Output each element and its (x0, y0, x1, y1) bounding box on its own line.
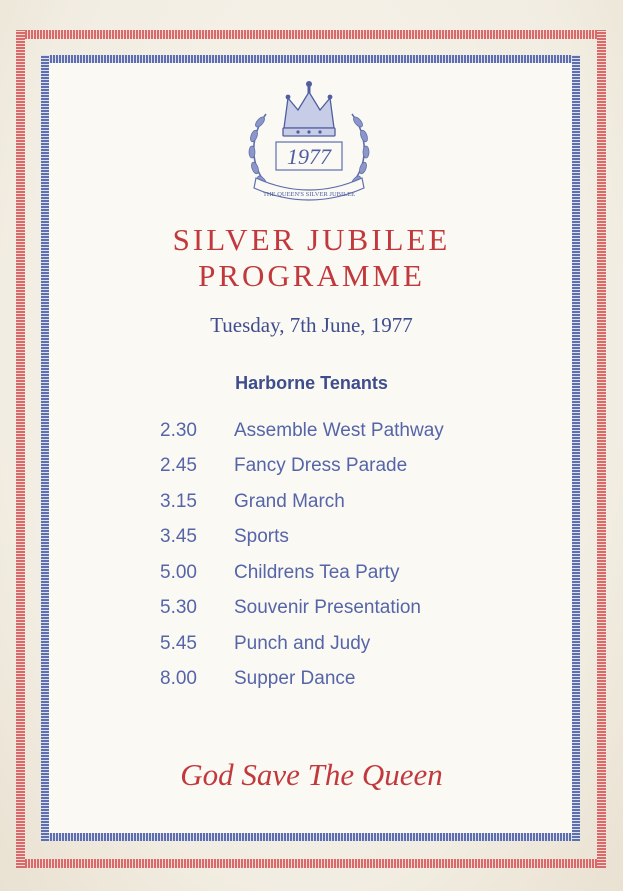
schedule-time: 2.45 (160, 455, 197, 477)
schedule-event: Supper Dance (234, 668, 356, 690)
schedule-item (160, 591, 520, 627)
schedule-event: Punch and Judy (234, 632, 371, 654)
schedule-time: 3.15 (160, 490, 197, 512)
schedule-time: 3.45 (160, 526, 197, 548)
schedule-time: 5.00 (160, 561, 197, 583)
closing-motto: God Save The Queen (180, 757, 443, 792)
schedule-event: Grand March (234, 490, 345, 512)
schedule-item (160, 484, 520, 520)
schedule-time: 5.30 (160, 597, 197, 619)
schedule-item (160, 662, 520, 698)
red-border-top (16, 30, 606, 39)
schedule-item (160, 520, 520, 556)
schedule-event: Childrens Tea Party (234, 561, 400, 583)
schedule-time: 5.45 (160, 632, 197, 654)
schedule-item (160, 626, 520, 662)
red-border-left (16, 30, 25, 868)
organisation-name: Harborne Tenants (235, 373, 388, 393)
schedule-event: Assemble West Pathway (234, 419, 444, 441)
blue-border-top (41, 55, 580, 63)
jubilee-crown-emblem (236, 74, 382, 210)
event-date: Tuesday, 7th June, 1977 (210, 313, 413, 337)
red-border-right (597, 30, 606, 868)
schedule-time: 2.30 (160, 419, 197, 441)
blue-border-right (572, 55, 580, 841)
schedule-item (160, 413, 520, 449)
schedule-event: Fancy Dress Parade (234, 455, 408, 477)
schedule-event: Sports (234, 526, 289, 548)
emblem-year: 1977 (287, 144, 331, 169)
schedule-time: 8.00 (160, 668, 197, 690)
programme-title-line2: PROGRAMME (198, 258, 425, 293)
schedule-list (160, 413, 520, 697)
schedule-item (160, 449, 520, 485)
blue-border-left (41, 55, 49, 841)
schedule-event: Souvenir Presentation (234, 597, 421, 619)
schedule-item (160, 555, 520, 591)
blue-border-bottom (41, 833, 580, 841)
programme-title-line1: SILVER JUBILEE (172, 222, 451, 257)
emblem-ribbon-text: THE QUEEN'S SILVER JUBILEE (262, 191, 356, 198)
red-border-bottom (16, 859, 606, 868)
